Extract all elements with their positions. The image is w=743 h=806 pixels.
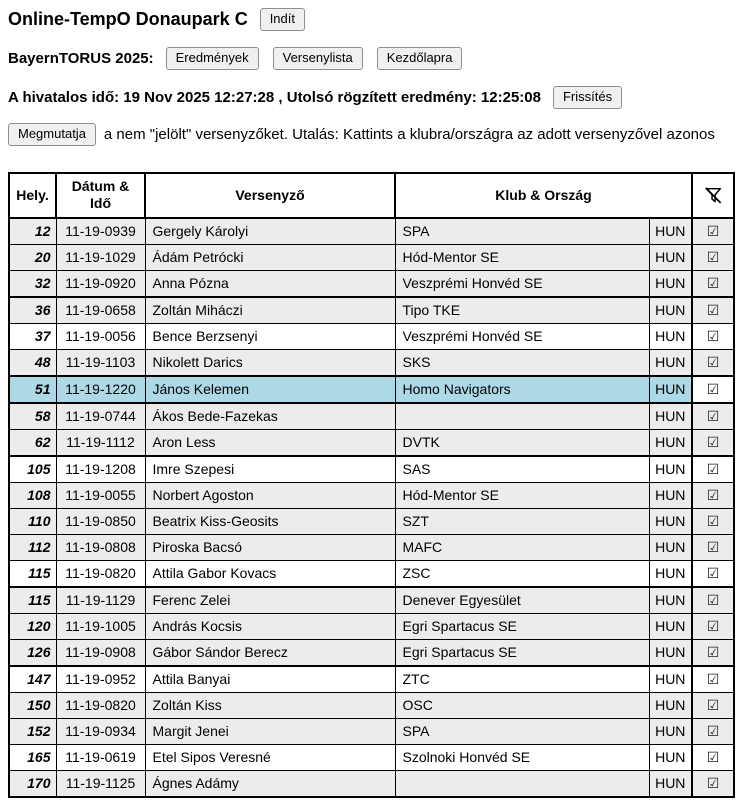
row-datetime: 11-19-1129 — [56, 587, 145, 614]
row-datetime: 11-19-0850 — [56, 508, 145, 534]
row-place: 36 — [9, 297, 56, 324]
row-place: 170 — [9, 770, 56, 797]
table-row — [9, 349, 734, 376]
row-check-icon[interactable]: ☑ — [692, 718, 734, 744]
row-club[interactable] — [395, 403, 649, 430]
table-row — [9, 323, 734, 349]
row-club[interactable]: Egri Spartacus SE — [395, 613, 649, 639]
row-country[interactable]: HUN — [649, 403, 692, 430]
series-nav — [8, 47, 743, 70]
row-competitor: Etel Sipos Veresné — [145, 744, 395, 770]
table-row — [9, 718, 734, 744]
row-club[interactable]: SAS — [395, 456, 649, 483]
row-country[interactable]: HUN — [649, 456, 692, 483]
row-check-icon[interactable]: ☑ — [692, 403, 734, 430]
row-country[interactable]: HUN — [649, 692, 692, 718]
filter-column-header[interactable] — [692, 173, 734, 218]
results-table — [8, 172, 735, 798]
official-time-bar — [8, 86, 743, 109]
refresh-button[interactable]: Frissítés — [553, 86, 622, 109]
row-country[interactable]: HUN — [649, 270, 692, 297]
row-datetime: 11-19-1208 — [56, 456, 145, 483]
row-datetime: 11-19-1112 — [56, 429, 145, 456]
row-datetime: 11-19-0908 — [56, 639, 145, 666]
row-check-icon[interactable]: ☑ — [692, 323, 734, 349]
page-title: Online-TempO Donaupark C — [8, 8, 248, 29]
row-check-icon[interactable]: ☑ — [692, 218, 734, 245]
table-row — [9, 403, 734, 430]
row-country[interactable]: HUN — [649, 587, 692, 614]
row-competitor: Ádám Petrócki — [145, 244, 395, 270]
row-datetime: 11-19-1220 — [56, 376, 145, 403]
filter-off-icon — [703, 185, 724, 206]
row-competitor: Imre Szepesi — [145, 456, 395, 483]
row-club[interactable]: SKS — [395, 349, 649, 376]
col-header-competitor: Versenyző — [145, 173, 395, 218]
row-country[interactable]: HUN — [649, 482, 692, 508]
row-datetime: 11-19-1005 — [56, 613, 145, 639]
row-datetime: 11-19-0056 — [56, 323, 145, 349]
row-datetime: 11-19-1029 — [56, 244, 145, 270]
start-button[interactable]: Indít — [260, 8, 305, 31]
col-header-datetime — [56, 173, 145, 218]
row-place: 58 — [9, 403, 56, 430]
row-country[interactable]: HUN — [649, 744, 692, 770]
row-place: 115 — [9, 587, 56, 614]
row-datetime: 11-19-0939 — [56, 218, 145, 245]
row-club[interactable]: ZSC — [395, 560, 649, 587]
col-header-datetime-line2: Idő — [90, 195, 111, 212]
table-row — [9, 244, 734, 270]
row-country[interactable]: HUN — [649, 323, 692, 349]
row-check-icon[interactable]: ☑ — [692, 349, 734, 376]
row-competitor: Attila Banyai — [145, 666, 395, 693]
row-country[interactable]: HUN — [649, 376, 692, 403]
row-competitor: Anna Pózna — [145, 270, 395, 297]
row-competitor: Zoltán Kiss — [145, 692, 395, 718]
row-datetime: 11-19-0934 — [56, 718, 145, 744]
row-place: 120 — [9, 613, 56, 639]
table-row — [9, 744, 734, 770]
row-competitor: Attila Gabor Kovacs — [145, 560, 395, 587]
table-row — [9, 666, 734, 693]
row-place: 20 — [9, 244, 56, 270]
row-competitor: Gábor Sándor Berecz — [145, 639, 395, 666]
show-unmarked-bar — [8, 123, 743, 146]
show-unmarked-button[interactable]: Megmutatja — [8, 123, 96, 146]
col-header-club-country: Klub & Ország — [395, 173, 692, 218]
row-club[interactable] — [395, 770, 649, 797]
row-country[interactable]: HUN — [649, 639, 692, 666]
row-competitor: Gergely Károlyi — [145, 218, 395, 245]
row-country[interactable]: HUN — [649, 770, 692, 797]
table-row — [9, 639, 734, 666]
row-country[interactable]: HUN — [649, 429, 692, 456]
row-country[interactable]: HUN — [649, 244, 692, 270]
row-competitor: Ferenc Zelei — [145, 587, 395, 614]
row-datetime: 11-19-0952 — [56, 666, 145, 693]
table-row — [9, 376, 734, 403]
row-competitor: Ákos Bede-Fazekas — [145, 403, 395, 430]
row-country[interactable]: HUN — [649, 218, 692, 245]
row-country[interactable]: HUN — [649, 297, 692, 324]
row-club[interactable]: Hód-Mentor SE — [395, 482, 649, 508]
row-check-icon[interactable]: ☑ — [692, 456, 734, 483]
row-check-icon[interactable]: ☑ — [692, 613, 734, 639]
row-datetime: 11-19-0820 — [56, 560, 145, 587]
row-competitor: Margit Jenei — [145, 718, 395, 744]
startlist-button[interactable]: Versenylista — [273, 47, 363, 70]
row-country[interactable]: HUN — [649, 560, 692, 587]
row-check-icon[interactable]: ☑ — [692, 482, 734, 508]
table-row — [9, 456, 734, 483]
row-club[interactable]: Tipo TKE — [395, 297, 649, 324]
table-body — [9, 218, 734, 797]
row-check-icon[interactable]: ☑ — [692, 744, 734, 770]
home-button[interactable]: Kezdőlapra — [377, 47, 463, 70]
row-country[interactable]: HUN — [649, 508, 692, 534]
row-place: 115 — [9, 560, 56, 587]
row-datetime: 11-19-0055 — [56, 482, 145, 508]
row-place: 150 — [9, 692, 56, 718]
row-club[interactable]: Veszprémi Honvéd SE — [395, 323, 649, 349]
row-country[interactable]: HUN — [649, 718, 692, 744]
row-competitor: Aron Less — [145, 429, 395, 456]
row-place: 105 — [9, 456, 56, 483]
row-place: 110 — [9, 508, 56, 534]
row-club[interactable]: SZT — [395, 508, 649, 534]
row-country[interactable]: HUN — [649, 534, 692, 560]
row-check-icon[interactable]: ☑ — [692, 534, 734, 560]
table-row — [9, 587, 734, 614]
row-place: 48 — [9, 349, 56, 376]
row-check-icon[interactable]: ☑ — [692, 770, 734, 797]
row-place: 112 — [9, 534, 56, 560]
row-competitor: Bence Berzsenyi — [145, 323, 395, 349]
table-row — [9, 508, 734, 534]
row-check-icon[interactable]: ☑ — [692, 508, 734, 534]
row-check-icon[interactable]: ☑ — [692, 639, 734, 666]
row-datetime: 11-19-0744 — [56, 403, 145, 430]
row-club[interactable]: Homo Navigators — [395, 376, 649, 403]
row-datetime: 11-19-1125 — [56, 770, 145, 797]
row-competitor: Ágnes Adámy — [145, 770, 395, 797]
row-check-icon[interactable]: ☑ — [692, 560, 734, 587]
row-place: 165 — [9, 744, 56, 770]
row-country[interactable]: HUN — [649, 349, 692, 376]
row-club[interactable]: MAFC — [395, 534, 649, 560]
row-check-icon[interactable]: ☑ — [692, 244, 734, 270]
row-club[interactable]: Egri Spartacus SE — [395, 639, 649, 666]
table-row — [9, 429, 734, 456]
row-club[interactable]: Szolnoki Honvéd SE — [395, 744, 649, 770]
row-datetime: 11-19-0808 — [56, 534, 145, 560]
table-row — [9, 770, 734, 797]
row-competitor: András Kocsis — [145, 613, 395, 639]
table-row — [9, 482, 734, 508]
results-button[interactable]: Eredmények — [166, 47, 259, 70]
table-row — [9, 297, 734, 324]
row-check-icon[interactable]: ☑ — [692, 666, 734, 693]
row-competitor: Zoltán Miháczi — [145, 297, 395, 324]
row-country[interactable]: HUN — [649, 666, 692, 693]
row-check-icon[interactable]: ☑ — [692, 429, 734, 456]
table-row — [9, 692, 734, 718]
table-header — [9, 173, 734, 218]
row-club[interactable]: OSC — [395, 692, 649, 718]
row-check-icon[interactable]: ☑ — [692, 297, 734, 324]
col-header-place: Hely. — [9, 173, 56, 218]
row-competitor: Piroska Bacsó — [145, 534, 395, 560]
row-check-icon[interactable]: ☑ — [692, 376, 734, 403]
row-place: 37 — [9, 323, 56, 349]
row-place: 32 — [9, 270, 56, 297]
row-club[interactable]: Denever Egyesület — [395, 587, 649, 614]
row-club[interactable]: DVTK — [395, 429, 649, 456]
row-competitor: Norbert Agoston — [145, 482, 395, 508]
row-competitor: Nikolett Darics — [145, 349, 395, 376]
row-place: 12 — [9, 218, 56, 245]
row-place: 108 — [9, 482, 56, 508]
table-row — [9, 270, 734, 297]
table-row — [9, 613, 734, 639]
table-row — [9, 560, 734, 587]
row-datetime: 11-19-0619 — [56, 744, 145, 770]
row-country[interactable]: HUN — [649, 613, 692, 639]
row-datetime: 11-19-0820 — [56, 692, 145, 718]
table-row — [9, 534, 734, 560]
row-place: 147 — [9, 666, 56, 693]
title-bar — [8, 8, 743, 31]
row-competitor: Beatrix Kiss-Geosits — [145, 508, 395, 534]
row-check-icon[interactable]: ☑ — [692, 692, 734, 718]
row-place: 51 — [9, 376, 56, 403]
series-label: BayernTORUS 2025: — [8, 49, 154, 67]
row-datetime: 11-19-1103 — [56, 349, 145, 376]
row-check-icon[interactable]: ☑ — [692, 587, 734, 614]
table-row — [9, 218, 734, 245]
row-competitor: János Kelemen — [145, 376, 395, 403]
row-place: 126 — [9, 639, 56, 666]
row-place: 62 — [9, 429, 56, 456]
row-club[interactable]: Veszprémi Honvéd SE — [395, 270, 649, 297]
row-datetime: 11-19-0920 — [56, 270, 145, 297]
row-datetime: 11-19-0658 — [56, 297, 145, 324]
row-club[interactable]: SPA — [395, 718, 649, 744]
col-header-datetime-line1: Dátum & — [71, 177, 130, 194]
show-hint-text: a nem "jelölt" versenyzőket. Utalás: Kattints a klubra/országra az adott versenyzővel azonos — [103, 125, 715, 143]
row-check-icon[interactable]: ☑ — [692, 270, 734, 297]
row-club[interactable]: ZTC — [395, 666, 649, 693]
row-place: 152 — [9, 718, 56, 744]
row-club[interactable]: SPA — [395, 218, 649, 245]
row-club[interactable]: Hód-Mentor SE — [395, 244, 649, 270]
official-time-text: A hivatalos idő: 19 Nov 2025 12:27:28 , Utolsó rögzített eredmény: 12:25:08 — [8, 88, 541, 106]
